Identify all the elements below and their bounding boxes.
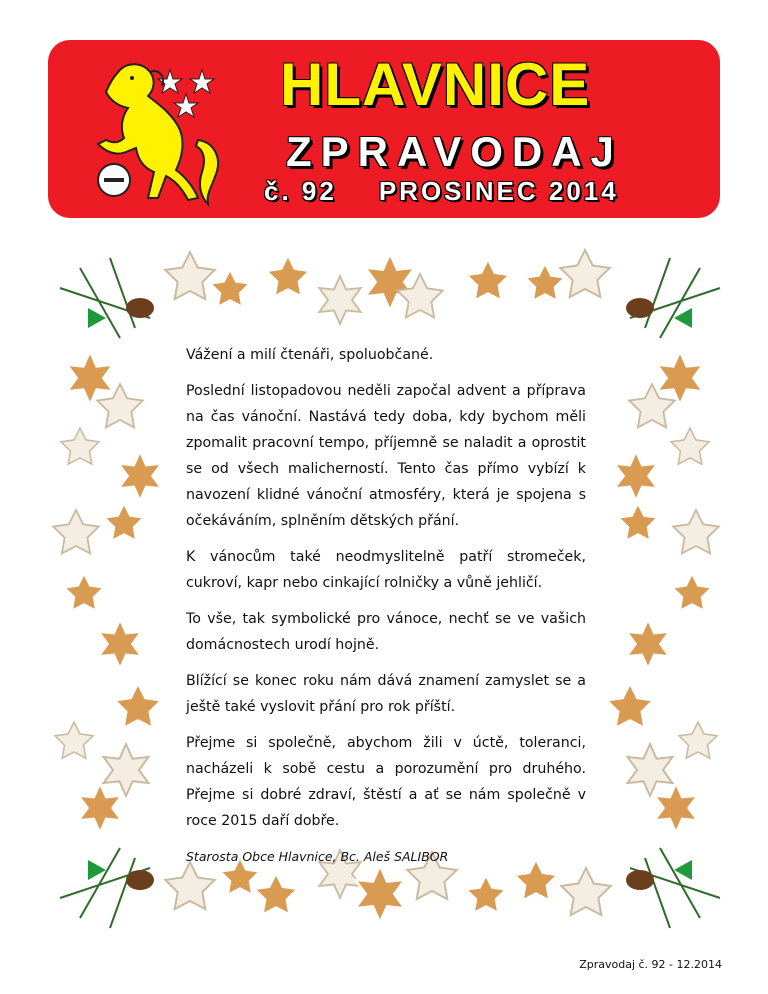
letter-paragraph: K vánocům také neodmyslitelně patří stromeček, cukroví, kapr nebo cinkající rolničky a vůně jehličí. (186, 549, 586, 591)
issue-month: PROSINEC 2014 (378, 176, 619, 206)
letter-paragraph: Blížící se konec roku nám dává znamení zamyslet se a ještě také vyslovit přání pro rok příští. (186, 673, 586, 715)
issue-line (264, 176, 619, 207)
letter-paragraph: To vše, tak symbolické pro vánoce, nechť se ve vašich domácnostech urodí hojně. (186, 611, 586, 653)
letter-greeting: Vážení a milí čtenáři, spoluobčané. (186, 347, 434, 363)
star-icon (190, 70, 214, 93)
letter-signature: Starosta Obce Hlavnice, Bc. Aleš SALIBOR (186, 849, 449, 864)
letter-paragraph: Poslední listopadovou neděli započal advent a příprava na čas vánoční. Nastává tedy doba, kdy bychom měli zpomalit pracovní tempo, příjemně se naladit a oprostit se od všech malicherností. Tento čas přímo vybízí k navození klidné vánoční atmosféry, která je spojena s očekáváním, splněním dětských přání. (186, 383, 586, 529)
coat-of-arms-horse-emblem (58, 48, 278, 213)
masthead-title: HLAVNICE (280, 51, 591, 118)
masthead-subtitle: ZPRAVODAJ (286, 128, 623, 175)
issue-number: č. 92 (264, 176, 337, 206)
star-icon (174, 94, 198, 117)
star-icon (158, 70, 182, 93)
masthead-banner (48, 40, 720, 218)
letter-paragraph: Přejme si společně, abychom žili v úctě, toleranci, nacházeli k sobě cestu a porozumění pro druhého. Přejme si dobré zdraví, štěstí a ať se nám společně v roce 2015 daří dobře. (186, 735, 586, 829)
editorial-letter (186, 342, 586, 880)
page-footer: Zpravodaj č. 92 - 12.2014 (579, 958, 722, 971)
